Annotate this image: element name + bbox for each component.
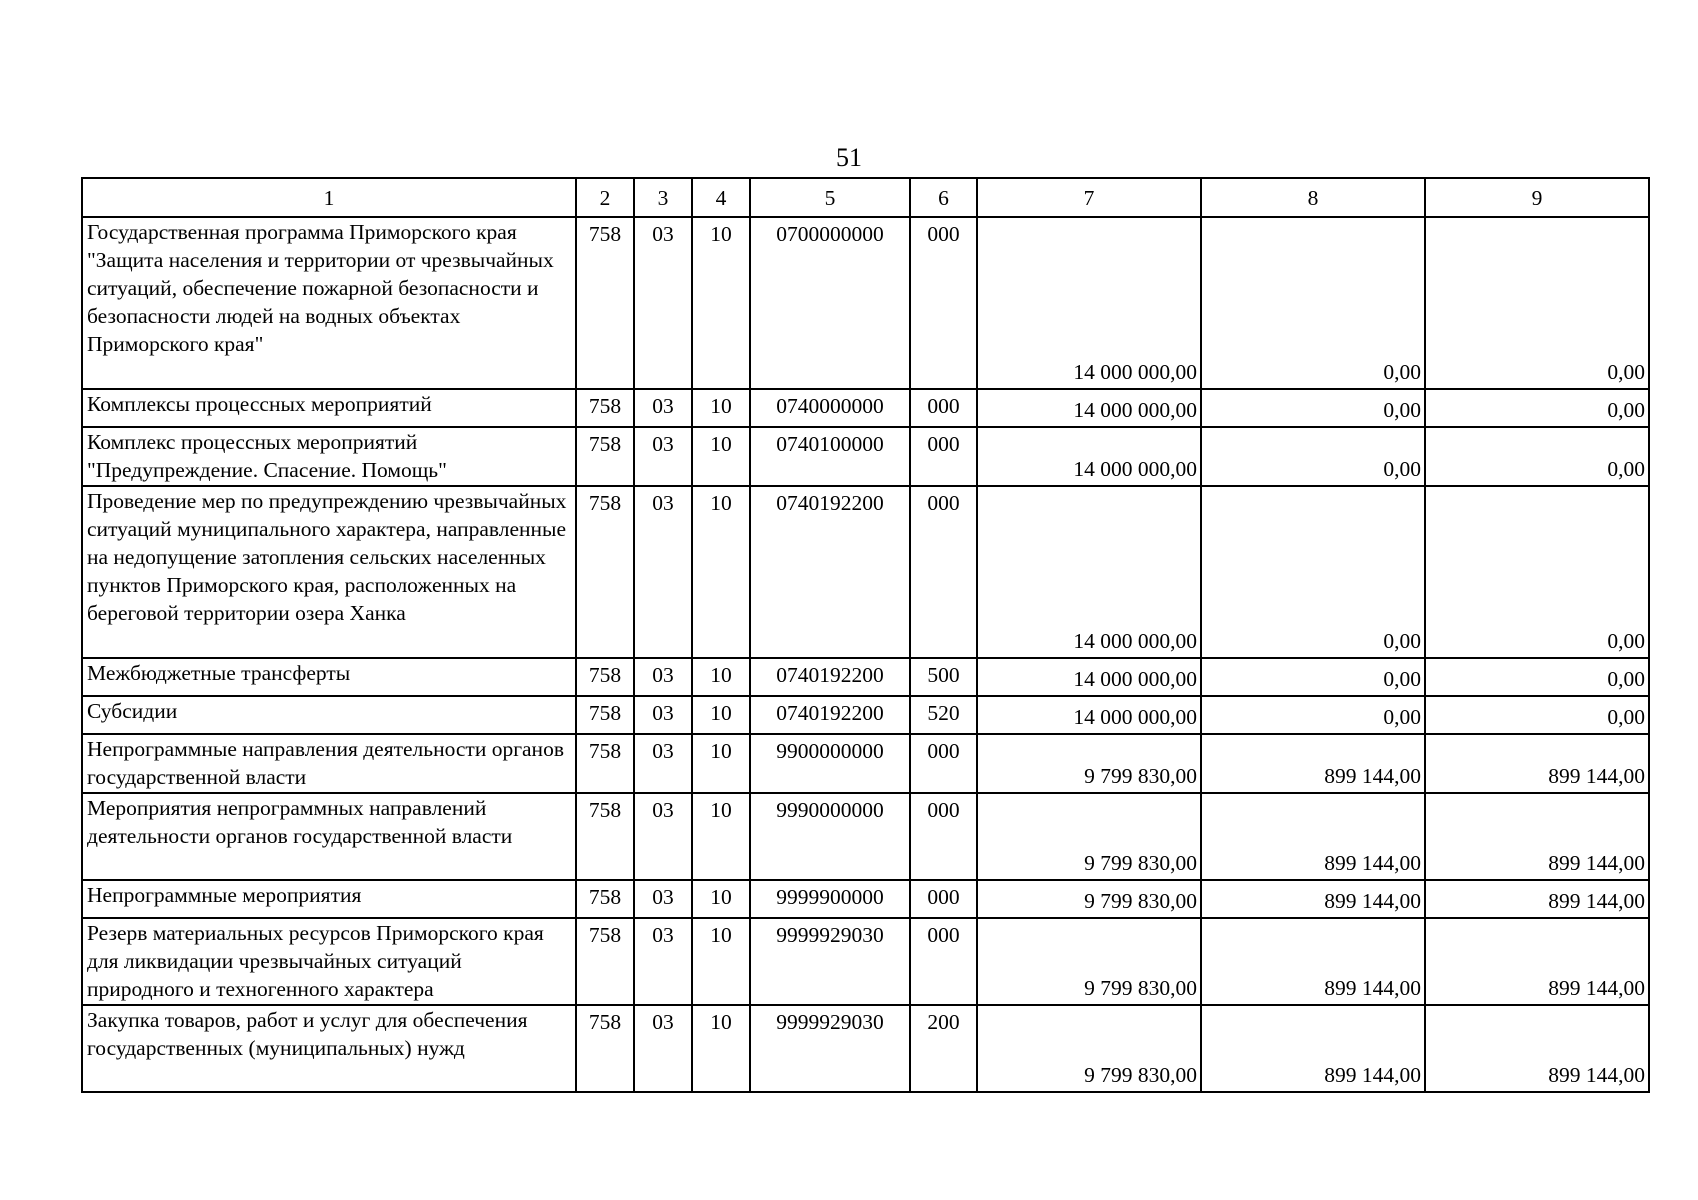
code-cell-c6: 000: [910, 793, 977, 880]
code-cell-c2: 758: [576, 389, 634, 427]
code-cell-c6: 000: [910, 486, 977, 658]
column-header-9: 9: [1425, 178, 1649, 217]
code-cell-c2: 758: [576, 793, 634, 880]
column-header-7: 7: [977, 178, 1201, 217]
table-row: [82, 486, 1649, 658]
code-cell-c5: 0740100000: [750, 427, 910, 486]
code-cell-c2: 758: [576, 427, 634, 486]
code-cell-c6: 000: [910, 217, 977, 389]
code-cell-c4: 10: [692, 793, 750, 880]
code-cell-c6: 520: [910, 696, 977, 734]
table-row: [82, 427, 1649, 486]
column-header-6: 6: [910, 178, 977, 217]
amount-cell-c9: 899 144,00: [1425, 1005, 1649, 1092]
row-name: Государственная программа Приморского края "Защита населения и территории от чрезвычайных ситуаций, обеспечение пожарной безопасности и безопасности людей на водных объектах Приморского края": [82, 217, 576, 389]
code-cell-c6: 200: [910, 1005, 977, 1092]
amount-cell-c8: 899 144,00: [1201, 1005, 1425, 1092]
code-cell-c2: 758: [576, 217, 634, 389]
amount-cell-c7: 14 000 000,00: [977, 427, 1201, 486]
code-cell-c4: 10: [692, 880, 750, 918]
amount-cell-c8: 0,00: [1201, 486, 1425, 658]
amount-cell-c8: 899 144,00: [1201, 734, 1425, 793]
code-cell-c4: 10: [692, 734, 750, 793]
table-row: [82, 734, 1649, 793]
column-header-1: 1: [82, 178, 576, 217]
code-cell-c6: 500: [910, 658, 977, 696]
column-header-2: 2: [576, 178, 634, 217]
code-cell-c4: 10: [692, 389, 750, 427]
column-header-4: 4: [692, 178, 750, 217]
code-cell-c5: 0740192200: [750, 658, 910, 696]
code-cell-c3: 03: [634, 217, 692, 389]
code-cell-c2: 758: [576, 696, 634, 734]
table-row: [82, 1005, 1649, 1092]
amount-cell-c9: 0,00: [1425, 217, 1649, 389]
code-cell-c2: 758: [576, 734, 634, 793]
code-cell-c5: 9900000000: [750, 734, 910, 793]
table-row: [82, 918, 1649, 1005]
code-cell-c4: 10: [692, 918, 750, 1005]
code-cell-c3: 03: [634, 658, 692, 696]
code-cell-c3: 03: [634, 486, 692, 658]
amount-cell-c8: 0,00: [1201, 658, 1425, 696]
code-cell-c6: 000: [910, 880, 977, 918]
column-header-3: 3: [634, 178, 692, 217]
code-cell-c6: 000: [910, 389, 977, 427]
amount-cell-c8: 899 144,00: [1201, 880, 1425, 918]
code-cell-c3: 03: [634, 696, 692, 734]
row-name: Комплексы процессных мероприятий: [82, 389, 576, 427]
table-row: [82, 217, 1649, 389]
code-cell-c4: 10: [692, 427, 750, 486]
row-name: Резерв материальных ресурсов Приморского края для ликвидации чрезвычайных ситуаций природного и техногенного характера: [82, 918, 576, 1005]
table-row: [82, 880, 1649, 918]
code-cell-c4: 10: [692, 486, 750, 658]
amount-cell-c8: 0,00: [1201, 427, 1425, 486]
table-row: [82, 793, 1649, 880]
header-row: [82, 178, 1649, 217]
page-number: 51: [836, 143, 862, 172]
code-cell-c3: 03: [634, 793, 692, 880]
code-cell-c6: 000: [910, 427, 977, 486]
code-cell-c5: 0700000000: [750, 217, 910, 389]
amount-cell-c7: 9 799 830,00: [977, 793, 1201, 880]
amount-cell-c7: 9 799 830,00: [977, 880, 1201, 918]
code-cell-c2: 758: [576, 918, 634, 1005]
code-cell-c6: 000: [910, 734, 977, 793]
amount-cell-c9: 0,00: [1425, 427, 1649, 486]
amount-cell-c9: 899 144,00: [1425, 880, 1649, 918]
code-cell-c3: 03: [634, 389, 692, 427]
amount-cell-c9: 0,00: [1425, 658, 1649, 696]
code-cell-c6: 000: [910, 918, 977, 1005]
code-cell-c4: 10: [692, 696, 750, 734]
amount-cell-c7: 9 799 830,00: [977, 1005, 1201, 1092]
row-name: Комплекс процессных мероприятий "Предупреждение. Спасение. Помощь": [82, 427, 576, 486]
amount-cell-c9: 899 144,00: [1425, 734, 1649, 793]
code-cell-c5: 9999900000: [750, 880, 910, 918]
table-body: [82, 217, 1649, 1092]
code-cell-c4: 10: [692, 217, 750, 389]
amount-cell-c7: 14 000 000,00: [977, 658, 1201, 696]
row-name: Непрограммные направления деятельности органов государственной власти: [82, 734, 576, 793]
code-cell-c2: 758: [576, 880, 634, 918]
amount-cell-c9: 899 144,00: [1425, 793, 1649, 880]
code-cell-c3: 03: [634, 427, 692, 486]
row-name: Субсидии: [82, 696, 576, 734]
amount-cell-c7: 9 799 830,00: [977, 734, 1201, 793]
budget-table: [81, 177, 1650, 1093]
amount-cell-c8: 0,00: [1201, 217, 1425, 389]
code-cell-c5: 9999929030: [750, 918, 910, 1005]
code-cell-c3: 03: [634, 880, 692, 918]
code-cell-c5: 0740192200: [750, 696, 910, 734]
code-cell-c2: 758: [576, 486, 634, 658]
amount-cell-c9: 899 144,00: [1425, 918, 1649, 1005]
amount-cell-c8: 0,00: [1201, 696, 1425, 734]
amount-cell-c9: 0,00: [1425, 389, 1649, 427]
amount-cell-c7: 9 799 830,00: [977, 918, 1201, 1005]
code-cell-c5: 0740000000: [750, 389, 910, 427]
code-cell-c3: 03: [634, 1005, 692, 1092]
column-header-8: 8: [1201, 178, 1425, 217]
amount-cell-c8: 0,00: [1201, 389, 1425, 427]
row-name: Закупка товаров, работ и услуг для обеспечения государственных (муниципальных) нужд: [82, 1005, 576, 1092]
amount-cell-c9: 0,00: [1425, 486, 1649, 658]
row-name: Проведение мер по предупреждению чрезвычайных ситуаций муниципального характера, направленные на недопущение затопления сельских населенных пунктов Приморского края, расположенных на береговой территории озера Ханка: [82, 486, 576, 658]
row-name: Мероприятия непрограммных направлений деятельности органов государственной власти: [82, 793, 576, 880]
code-cell-c5: 9999929030: [750, 1005, 910, 1092]
code-cell-c3: 03: [634, 734, 692, 793]
table-row: [82, 389, 1649, 427]
amount-cell-c9: 0,00: [1425, 696, 1649, 734]
code-cell-c4: 10: [692, 1005, 750, 1092]
code-cell-c2: 758: [576, 1005, 634, 1092]
row-name: Межбюджетные трансферты: [82, 658, 576, 696]
amount-cell-c7: 14 000 000,00: [977, 696, 1201, 734]
row-name: Непрограммные мероприятия: [82, 880, 576, 918]
table-row: [82, 696, 1649, 734]
code-cell-c5: 0740192200: [750, 486, 910, 658]
amount-cell-c7: 14 000 000,00: [977, 486, 1201, 658]
amount-cell-c8: 899 144,00: [1201, 918, 1425, 1005]
amount-cell-c7: 14 000 000,00: [977, 217, 1201, 389]
code-cell-c4: 10: [692, 658, 750, 696]
code-cell-c3: 03: [634, 918, 692, 1005]
column-header-5: 5: [750, 178, 910, 217]
table-row: [82, 658, 1649, 696]
amount-cell-c8: 899 144,00: [1201, 793, 1425, 880]
code-cell-c5: 9990000000: [750, 793, 910, 880]
amount-cell-c7: 14 000 000,00: [977, 389, 1201, 427]
code-cell-c2: 758: [576, 658, 634, 696]
